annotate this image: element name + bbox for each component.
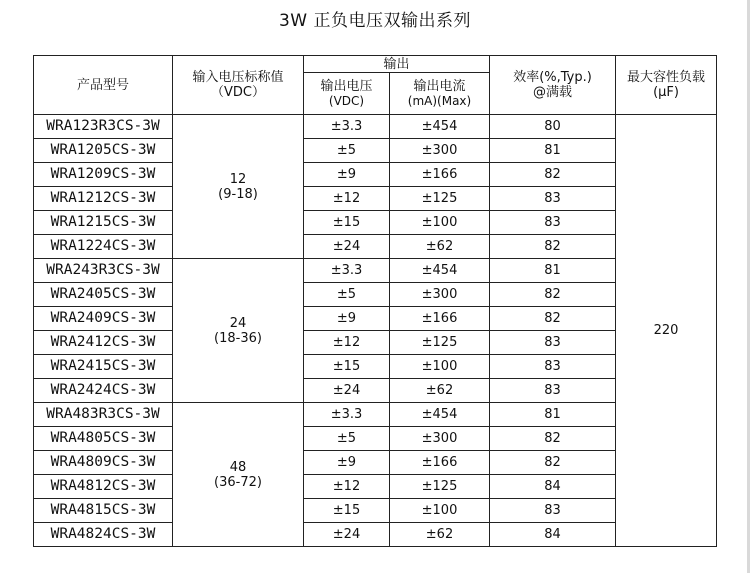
output-voltage-cell: ±24	[304, 235, 390, 259]
output-current-cell: ±166	[390, 307, 490, 331]
header-output: 输出	[304, 56, 490, 73]
header-input-voltage	[173, 56, 304, 115]
table-row	[34, 427, 717, 451]
input-nominal: 24	[229, 315, 247, 331]
table-body	[34, 115, 717, 547]
efficiency-cell: 82	[490, 283, 616, 307]
output-current-cell: ±300	[390, 283, 490, 307]
table-row	[34, 355, 717, 379]
table-row	[34, 283, 717, 307]
header-input-line2: （VDC）	[211, 85, 265, 100]
efficiency-cell: 82	[490, 451, 616, 475]
output-current-cell: ±454	[390, 403, 490, 427]
efficiency-cell: 80	[490, 115, 616, 139]
header-output-voltage	[304, 73, 390, 115]
table-row	[34, 139, 717, 163]
output-current-cell: ±125	[390, 331, 490, 355]
model-cell: WRA4824CS-3W	[34, 523, 173, 547]
efficiency-cell: 82	[490, 235, 616, 259]
model-cell: WRA2415CS-3W	[34, 355, 173, 379]
output-voltage-cell: ±24	[304, 523, 390, 547]
table-row	[34, 187, 717, 211]
output-voltage-cell: ±12	[304, 187, 390, 211]
output-voltage-cell: ±3.3	[304, 403, 390, 427]
table-row	[34, 211, 717, 235]
output-current-cell: ±62	[390, 235, 490, 259]
table-row	[34, 523, 717, 547]
efficiency-cell: 82	[490, 163, 616, 187]
efficiency-cell: 81	[490, 139, 616, 163]
output-voltage-cell: ±3.3	[304, 115, 390, 139]
header-model: 产品型号	[34, 56, 173, 115]
table-row	[34, 379, 717, 403]
output-voltage-cell: ±24	[304, 379, 390, 403]
model-cell: WRA4812CS-3W	[34, 475, 173, 499]
header-efficiency	[490, 56, 616, 115]
output-current-cell: ±454	[390, 259, 490, 283]
output-current-cell: ±62	[390, 379, 490, 403]
output-current-cell: ±100	[390, 355, 490, 379]
output-current-cell: ±300	[390, 427, 490, 451]
output-voltage-cell: ±15	[304, 355, 390, 379]
table-row	[34, 451, 717, 475]
efficiency-cell: 81	[490, 259, 616, 283]
efficiency-cell: 83	[490, 187, 616, 211]
header-efficiency-line2: @满载	[533, 85, 573, 100]
model-cell: WRA1212CS-3W	[34, 187, 173, 211]
output-voltage-cell: ±15	[304, 211, 390, 235]
table-row	[34, 499, 717, 523]
output-voltage-cell: ±5	[304, 427, 390, 451]
model-cell: WRA1215CS-3W	[34, 211, 173, 235]
efficiency-cell: 83	[490, 355, 616, 379]
efficiency-cell: 84	[490, 523, 616, 547]
model-cell: WRA4805CS-3W	[34, 427, 173, 451]
efficiency-cell: 83	[490, 379, 616, 403]
table-row	[34, 307, 717, 331]
efficiency-cell: 83	[490, 499, 616, 523]
model-cell: WRA4815CS-3W	[34, 499, 173, 523]
model-cell: WRA1224CS-3W	[34, 235, 173, 259]
table-row	[34, 163, 717, 187]
header-capacitive-line2: (μF)	[653, 85, 679, 100]
output-current-cell: ±62	[390, 523, 490, 547]
output-current-cell: ±454	[390, 115, 490, 139]
output-current-cell: ±100	[390, 211, 490, 235]
document-title: 3W 正负电压双输出系列	[278, 11, 472, 31]
table-row	[34, 115, 717, 139]
input-range: (9-18)	[218, 186, 258, 202]
spec-table	[33, 55, 717, 547]
header-input-line1: 输入电压标称值	[192, 70, 284, 85]
output-voltage-cell: ±12	[304, 475, 390, 499]
input-range: (36-72)	[214, 474, 262, 490]
header-capacitive-load	[616, 56, 717, 115]
efficiency-cell: 84	[490, 475, 616, 499]
model-cell: WRA243R3CS-3W	[34, 259, 173, 283]
input-nominal: 48	[229, 459, 247, 475]
model-cell: WRA123R3CS-3W	[34, 115, 173, 139]
model-cell: WRA1205CS-3W	[34, 139, 173, 163]
table-row	[34, 475, 717, 499]
model-cell: WRA1209CS-3W	[34, 163, 173, 187]
output-voltage-cell: ±9	[304, 451, 390, 475]
output-voltage-cell: ±9	[304, 163, 390, 187]
output-voltage-cell: ±5	[304, 283, 390, 307]
model-cell: WRA2409CS-3W	[34, 307, 173, 331]
output-voltage-cell: ±3.3	[304, 259, 390, 283]
efficiency-cell: 82	[490, 427, 616, 451]
header-out-current-line2: (mA)(Max)	[407, 93, 472, 108]
table-row	[34, 259, 717, 283]
input-voltage-cell	[173, 403, 304, 547]
table-row	[34, 331, 717, 355]
header-output-current	[390, 73, 490, 115]
model-cell: WRA483R3CS-3W	[34, 403, 173, 427]
output-current-cell: ±166	[390, 451, 490, 475]
input-voltage-cell	[173, 115, 304, 259]
output-current-cell: ±166	[390, 163, 490, 187]
header-out-voltage-line2: (VDC)	[328, 93, 365, 108]
header-out-voltage-line1: 输出电压	[320, 78, 373, 94]
capacitive-load-cell: 220	[616, 115, 717, 547]
input-nominal: 12	[229, 171, 247, 187]
output-current-cell: ±125	[390, 187, 490, 211]
table-row	[34, 403, 717, 427]
header-efficiency-line1: 效率(%,Typ.)	[513, 70, 592, 85]
efficiency-cell: 81	[490, 403, 616, 427]
model-cell: WRA4809CS-3W	[34, 451, 173, 475]
output-voltage-cell: ±9	[304, 307, 390, 331]
table-row	[34, 235, 717, 259]
model-cell: WRA2412CS-3W	[34, 331, 173, 355]
output-voltage-cell: ±15	[304, 499, 390, 523]
efficiency-cell: 83	[490, 211, 616, 235]
output-current-cell: ±125	[390, 475, 490, 499]
header-capacitive-line1: 最大容性负载	[627, 70, 706, 85]
output-voltage-cell: ±5	[304, 139, 390, 163]
table-header	[34, 56, 717, 115]
input-voltage-cell	[173, 259, 304, 403]
output-current-cell: ±100	[390, 499, 490, 523]
header-out-current-line1: 输出电流	[413, 78, 466, 94]
output-current-cell: ±300	[390, 139, 490, 163]
output-voltage-cell: ±12	[304, 331, 390, 355]
input-range: (18-36)	[214, 330, 262, 346]
efficiency-cell: 83	[490, 331, 616, 355]
model-cell: WRA2424CS-3W	[34, 379, 173, 403]
efficiency-cell: 82	[490, 307, 616, 331]
model-cell: WRA2405CS-3W	[34, 283, 173, 307]
